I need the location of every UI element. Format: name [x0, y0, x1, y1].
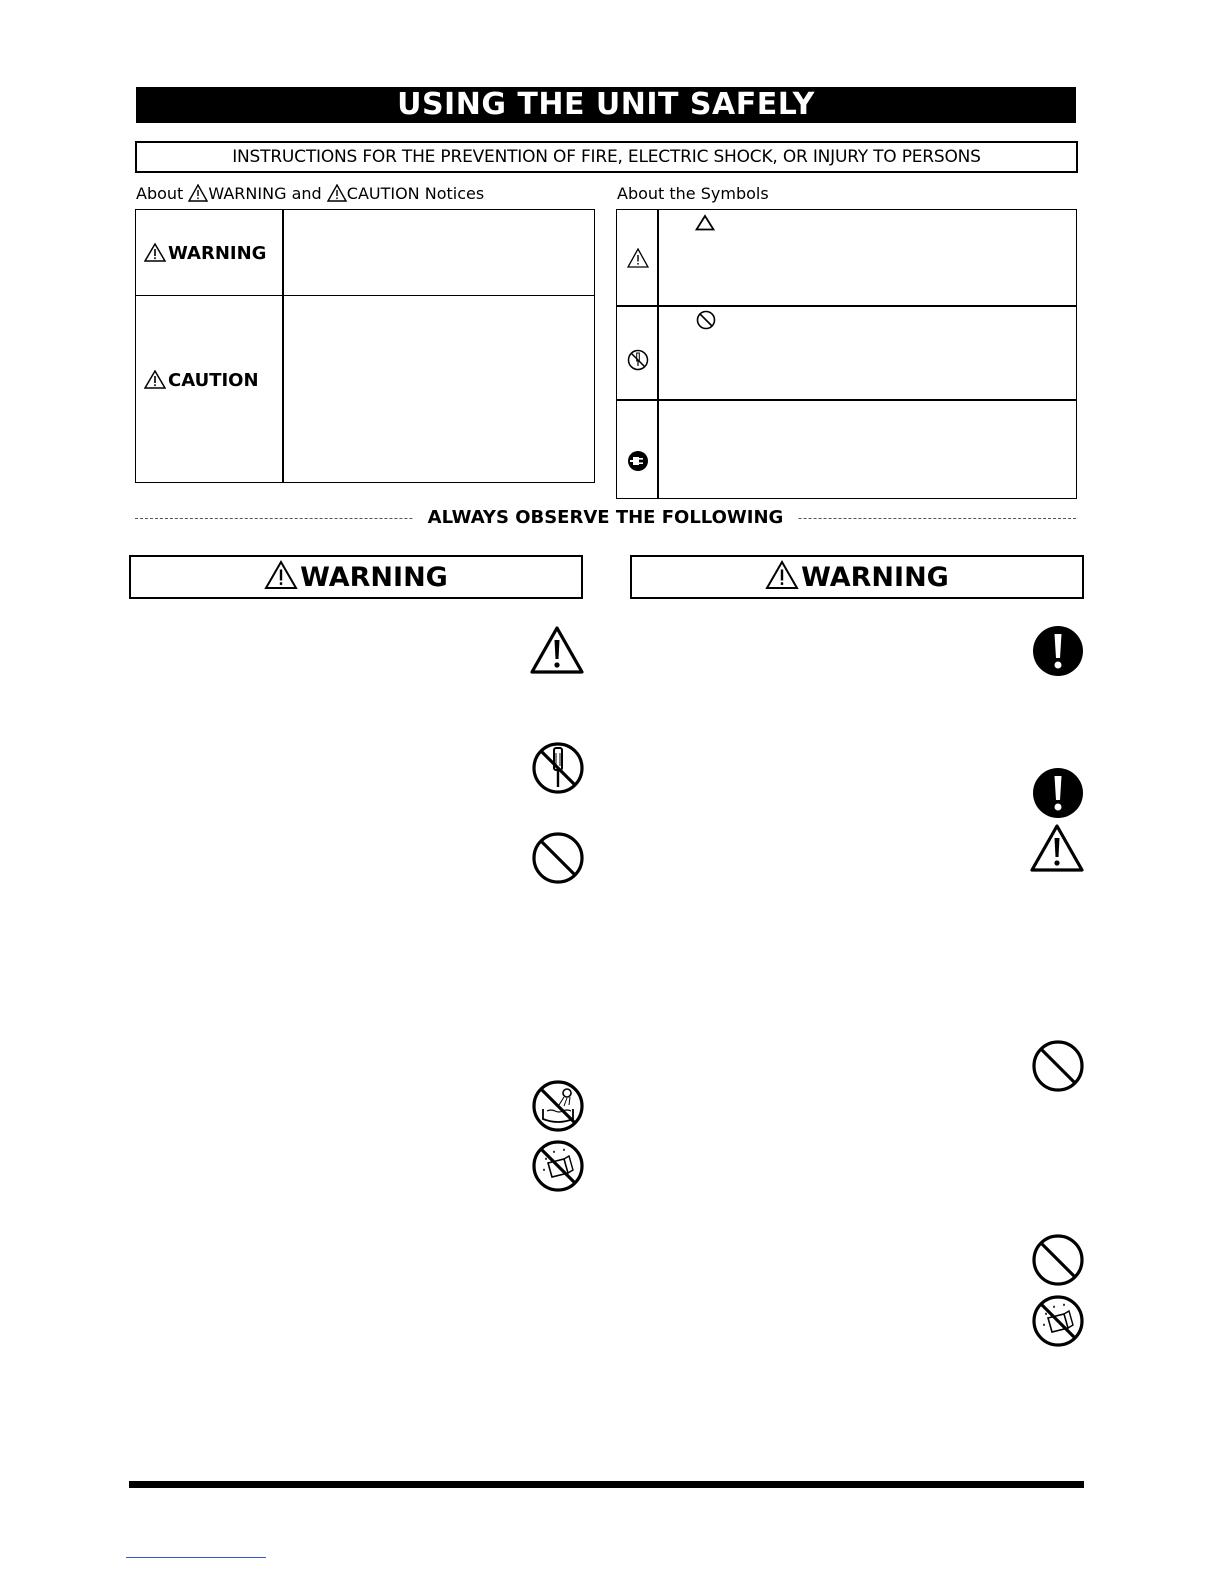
warning-row — [136, 210, 594, 296]
prohibited-icon — [531, 831, 585, 885]
instructions-text: INSTRUCTIONS FOR THE PREVENTION OF FIRE, ELECTRIC SHOCK, OR INJURY TO PERSONS — [232, 147, 981, 167]
warning-triangle-icon — [144, 243, 166, 262]
do-not-disassemble-icon — [627, 349, 649, 371]
observe-divider — [135, 507, 1076, 529]
right-warning-header: WARNING — [630, 555, 1084, 599]
prohibited-icon — [1031, 1233, 1085, 1287]
warning-triangle-icon — [264, 560, 298, 590]
link-underline[interactable] — [126, 1557, 266, 1558]
prohibited-icon — [1031, 1039, 1085, 1093]
table-row-divider — [617, 399, 1076, 401]
table-divider — [282, 210, 284, 482]
left-warning-header: WARNING — [129, 555, 583, 599]
caution-row-label: CAUTION — [144, 370, 259, 391]
notices-table — [135, 209, 595, 483]
caution-triangle-icon — [1029, 823, 1085, 873]
no-wet-icon — [531, 1139, 585, 1193]
footer-rule — [129, 1481, 1084, 1488]
caution-row — [136, 296, 594, 482]
prohibited-icon — [696, 310, 716, 330]
warning-triangle-icon — [765, 560, 799, 590]
table-row-divider — [617, 305, 1076, 307]
no-water-icon — [531, 1079, 585, 1133]
caution-triangle-icon — [327, 184, 347, 202]
no-wet-icon — [1031, 1294, 1085, 1348]
warning-row-label: WARNING — [144, 243, 266, 264]
symbols-table — [616, 209, 1077, 499]
table-divider — [657, 210, 659, 498]
symbols-label: About the Symbols — [617, 184, 769, 203]
caution-triangle-icon — [529, 625, 585, 675]
instructions-banner — [135, 141, 1078, 173]
notices-label: About WARNING and CAUTION Notices — [136, 184, 485, 203]
unplug-icon — [627, 450, 649, 472]
mandatory-icon — [1032, 767, 1084, 819]
caution-triangle-icon — [695, 214, 715, 231]
mandatory-icon — [1032, 625, 1084, 677]
page-title: USING THE UNIT SAFELY — [136, 87, 1076, 123]
caution-triangle-icon — [627, 248, 649, 268]
caution-triangle-icon — [144, 370, 166, 389]
do-not-disassemble-icon — [531, 741, 585, 795]
observe-heading: ALWAYS OBSERVE THE FOLLOWING — [414, 507, 798, 528]
warning-triangle-icon — [188, 184, 208, 202]
